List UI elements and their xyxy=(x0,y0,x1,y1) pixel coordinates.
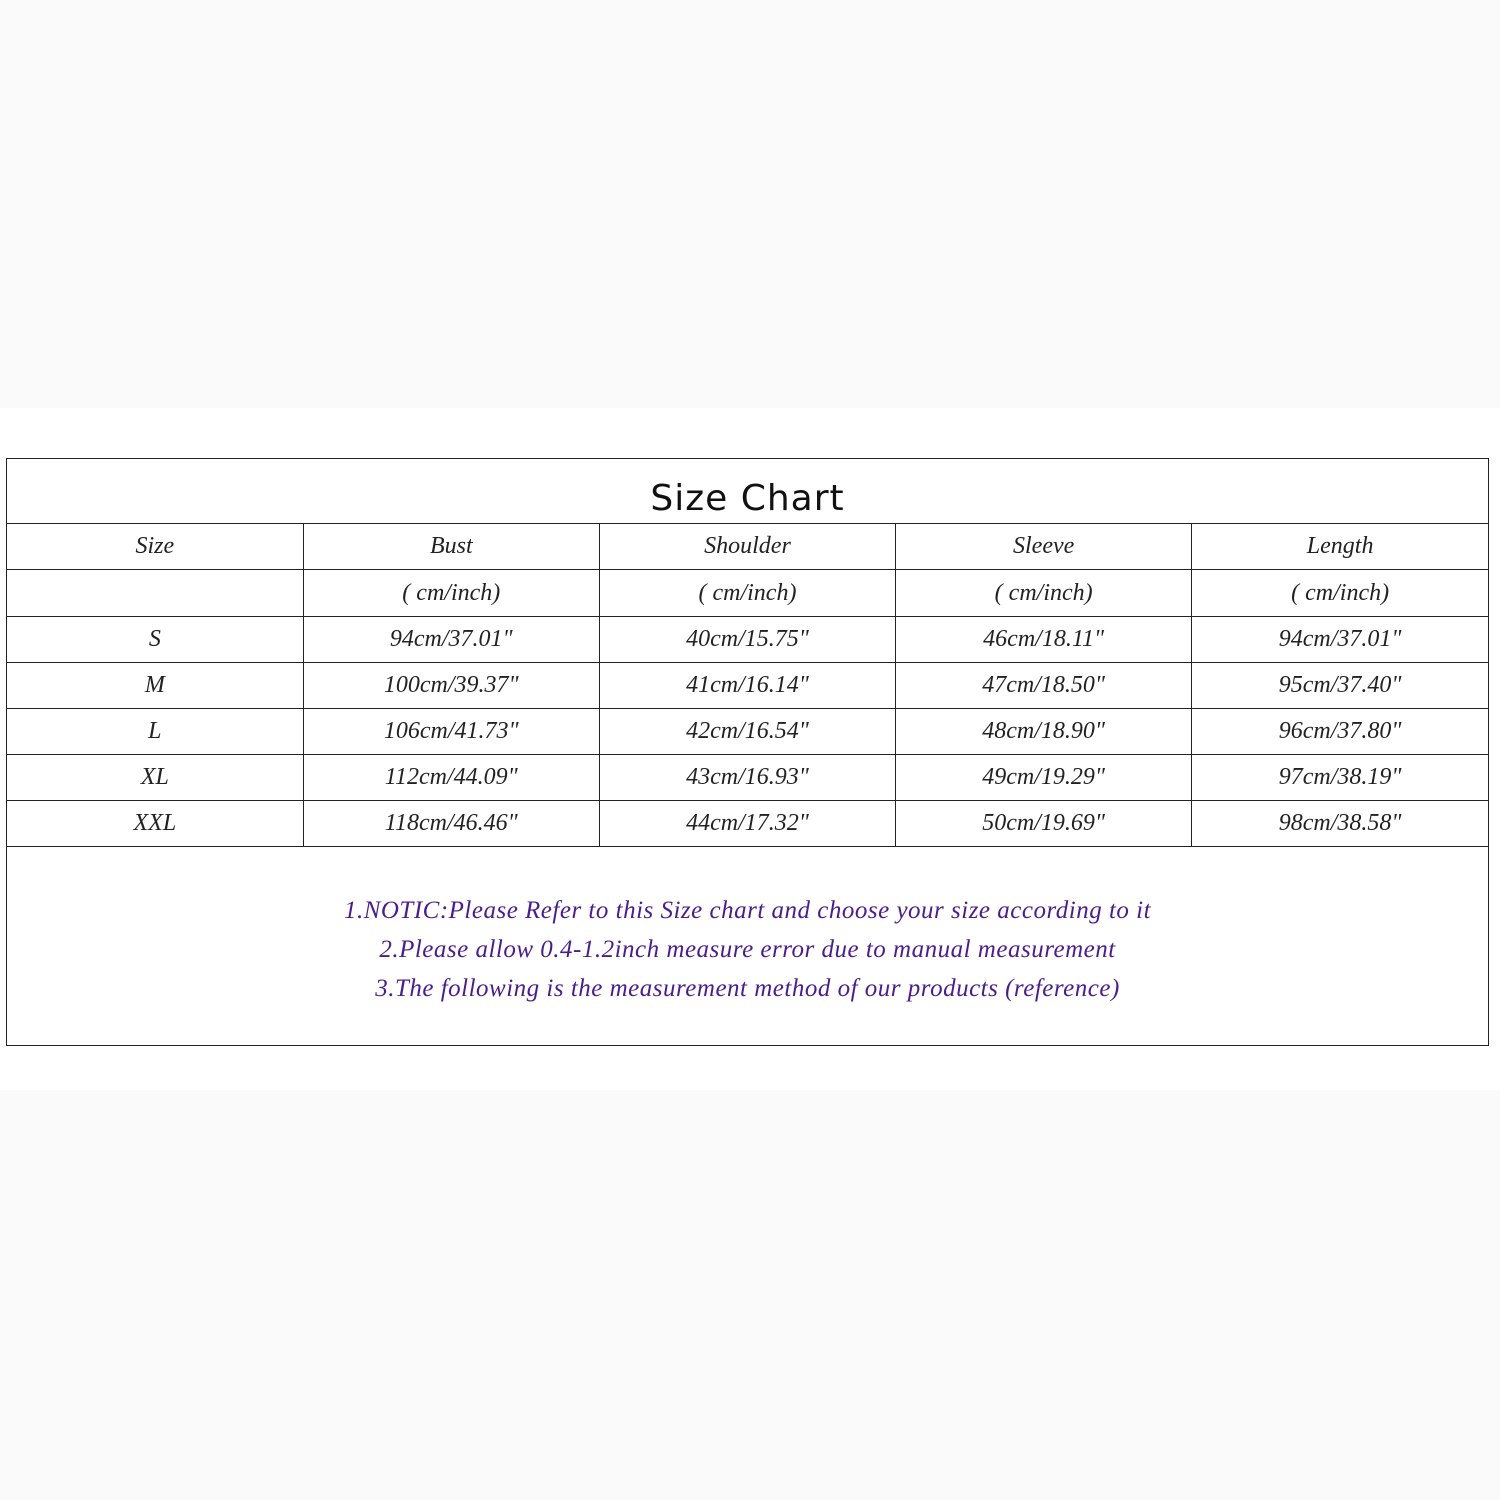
size-cell: XXL xyxy=(7,801,303,847)
sleeve-cell: 49cm/19.29" xyxy=(896,755,1192,801)
table-row xyxy=(7,663,1488,709)
table-row xyxy=(7,617,1488,663)
size-cell: S xyxy=(7,617,303,663)
header-sleeve: Sleeve xyxy=(896,524,1192,570)
sleeve-cell: 46cm/18.11" xyxy=(896,617,1192,663)
shoulder-cell: 40cm/15.75" xyxy=(599,617,895,663)
notes-section xyxy=(7,847,1488,1008)
size-table xyxy=(7,524,1488,847)
size-cell: M xyxy=(7,663,303,709)
unit-shoulder: ( cm/inch) xyxy=(599,570,895,617)
sleeve-cell: 50cm/19.69" xyxy=(896,801,1192,847)
unit-bust: ( cm/inch) xyxy=(303,570,599,617)
header-length: Length xyxy=(1192,524,1488,570)
sleeve-cell: 47cm/18.50" xyxy=(896,663,1192,709)
unit-length: ( cm/inch) xyxy=(1192,570,1488,617)
bust-cell: 100cm/39.37" xyxy=(303,663,599,709)
bust-cell: 118cm/46.46" xyxy=(303,801,599,847)
bust-cell: 106cm/41.73" xyxy=(303,709,599,755)
shoulder-cell: 41cm/16.14" xyxy=(599,663,895,709)
note-line: 1.NOTIC:Please Refer to this Size chart and choose your size according to it xyxy=(343,897,1152,924)
table-row xyxy=(7,709,1488,755)
unit-row xyxy=(7,570,1488,617)
shoulder-cell: 43cm/16.93" xyxy=(599,755,895,801)
header-row xyxy=(7,524,1488,570)
length-cell: 95cm/37.40" xyxy=(1192,663,1488,709)
sleeve-cell: 48cm/18.90" xyxy=(896,709,1192,755)
bust-cell: 112cm/44.09" xyxy=(303,755,599,801)
header-bust: Bust xyxy=(303,524,599,570)
size-cell: XL xyxy=(7,755,303,801)
table-row xyxy=(7,755,1488,801)
shoulder-cell: 42cm/16.54" xyxy=(599,709,895,755)
unit-size xyxy=(7,570,303,617)
header-size: Size xyxy=(7,524,303,570)
shoulder-cell: 44cm/17.32" xyxy=(599,801,895,847)
unit-sleeve: ( cm/inch) xyxy=(896,570,1192,617)
length-cell: 94cm/37.01" xyxy=(1192,617,1488,663)
length-cell: 96cm/37.80" xyxy=(1192,709,1488,755)
bust-cell: 94cm/37.01" xyxy=(303,617,599,663)
header-shoulder: Shoulder xyxy=(599,524,895,570)
length-cell: 97cm/38.19" xyxy=(1192,755,1488,801)
size-cell: L xyxy=(7,709,303,755)
chart-title: Size Chart xyxy=(7,459,1488,524)
table-row xyxy=(7,801,1488,847)
size-chart xyxy=(6,458,1489,1046)
length-cell: 98cm/38.58" xyxy=(1192,801,1488,847)
note-line: 3.The following is the measurement method of our products (reference) xyxy=(375,975,1120,1002)
note-line: 2.Please allow 0.4-1.2inch measure error due to manual measurement xyxy=(379,936,1116,963)
